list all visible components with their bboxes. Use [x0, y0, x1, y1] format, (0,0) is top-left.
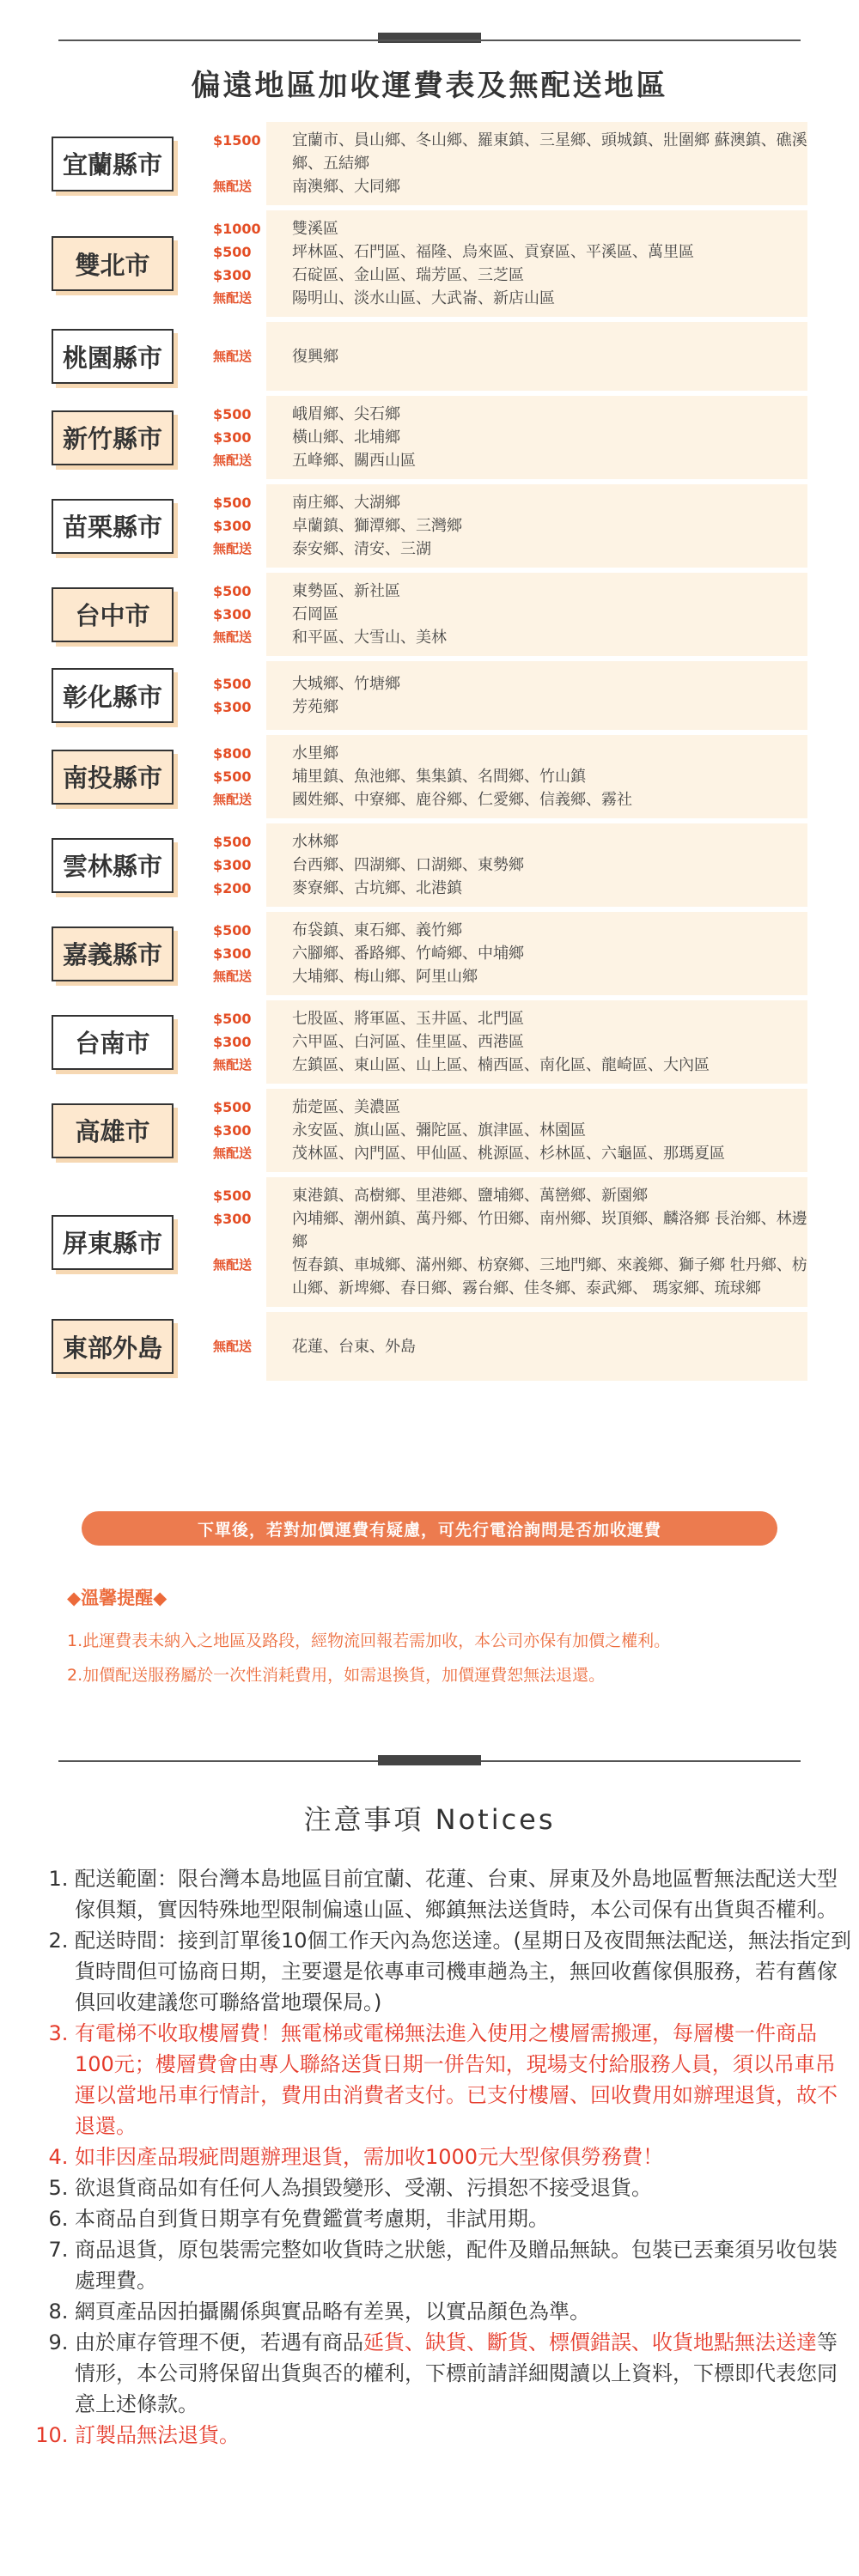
notice-highlight: 延貨、缺貨、斷貨、標價錯誤、收貨地點無法送達	[363, 2330, 817, 2354]
top-divider	[58, 0, 801, 39]
fee-price: $500	[213, 1099, 252, 1115]
notice-item	[75, 2327, 852, 2420]
warm-reminder-item: 2.加價配送服務屬於一次性消耗費用，如需退換貨，加價運費恕無法退還。	[67, 1666, 606, 1685]
region-name: 南投縣市	[52, 750, 174, 805]
fee-areas: 六腳鄉、番路鄉、竹崎鄉、中埔鄉	[292, 945, 524, 963]
region-name: 高雄市	[52, 1103, 174, 1158]
fee-price: 無配送	[213, 629, 253, 645]
notice-item: 5. 欲退貨商品如有任何人為損毀變形、受潮、污損恕不接受退貨。	[75, 2172, 852, 2203]
fee-row	[213, 217, 807, 240]
fee-areas: 石岡區	[292, 605, 338, 623]
fee-price: $300	[213, 945, 252, 962]
fee-price: $500	[213, 769, 252, 785]
page-title: 偏遠地區加收運費表及無配送地區	[191, 69, 668, 103]
notice-text: 由於庫存管理不便，若遇有商品	[75, 2330, 363, 2354]
region-block	[52, 491, 807, 561]
fee-areas: 茂林區、內門區、甲仙區、桃源區、杉林區、六龜區、那瑪夏區	[292, 1145, 725, 1163]
region-block	[52, 129, 807, 198]
fee-row	[213, 742, 807, 765]
region-name: 台中市	[52, 587, 174, 642]
region-block	[52, 919, 807, 988]
fee-areas: 泰安鄉、清安、三湖	[292, 540, 431, 558]
fee-areas: 七股區、將軍區、玉井區、北門區	[292, 1010, 524, 1028]
fee-price: $300	[213, 857, 252, 873]
fee-price: $300	[213, 699, 252, 715]
fee-row	[213, 580, 807, 603]
fee-row	[213, 287, 807, 310]
region-name: 嘉義縣市	[52, 927, 174, 981]
fee-price: 無配送	[213, 541, 253, 556]
region-name: 台南市	[52, 1015, 174, 1070]
fee-row	[213, 1119, 807, 1142]
shipping-fee-table	[52, 129, 807, 1393]
region-block	[52, 1007, 807, 1077]
fee-areas: 五峰鄉、關西山區	[292, 452, 416, 470]
fee-price: $300	[213, 267, 252, 283]
region-rows	[213, 1096, 807, 1165]
notice-text: 等情形，本公司將保留出貨與否的權利，下標前請詳細閱讀以上資料，下標即代表您同意上述條款。	[75, 2330, 838, 2416]
fee-areas: 左鎮區、東山區、山上區、楠西區、南化區、龍崎區、大內區	[292, 1056, 710, 1074]
fee-areas: 芳苑鄉	[292, 698, 338, 716]
order-notice-banner: 下單後，若對加價運費有疑慮，可先行電洽詢問是否加收運費	[82, 1511, 777, 1546]
fee-row	[213, 1335, 807, 1358]
fee-price: $500	[213, 1011, 252, 1027]
fee-row	[213, 1007, 807, 1030]
fee-row	[213, 240, 807, 264]
fee-areas: 大城鄉、竹塘鄉	[292, 675, 400, 693]
fee-price: $300	[213, 1122, 252, 1139]
region-block	[52, 1096, 807, 1165]
region-rows	[213, 672, 807, 719]
fee-row	[213, 830, 807, 854]
fee-price: $500	[213, 583, 252, 599]
fee-price: 無配送	[213, 1257, 253, 1273]
region-name: 宜蘭縣市	[52, 137, 174, 191]
fee-row	[213, 345, 807, 368]
fee-areas: 石碇區、金山區、瑞芳區、三芝區	[292, 266, 524, 284]
fee-row	[213, 1096, 807, 1119]
notice-item: 6. 本商品自到貨日期享有免費鑑賞考慮期，非試用期。	[75, 2203, 852, 2234]
region-block	[52, 830, 807, 900]
fee-areas: 東勢區、新社區	[292, 582, 400, 600]
warm-reminder-item: 1.此運費表未納入之地區及路段，經物流回報若需加收，本公司亦保有加價之權利。	[67, 1631, 671, 1650]
fee-row	[213, 672, 807, 696]
fee-areas: 布袋鎮、東石鄉、義竹鄉	[292, 921, 462, 939]
fee-price: $1500	[213, 132, 261, 149]
fee-row	[213, 175, 807, 198]
region-block	[52, 403, 807, 472]
fee-row	[213, 1030, 807, 1054]
fee-price: 無配送	[213, 1145, 253, 1161]
region-name: 彰化縣市	[52, 668, 174, 723]
region-rows	[213, 129, 807, 198]
fee-row	[213, 1254, 807, 1300]
region-name: 東部外島	[52, 1319, 174, 1374]
fee-row	[213, 626, 807, 649]
region-block	[52, 217, 807, 310]
region-rows	[213, 217, 807, 310]
fee-areas: 恆春鎮、車城鄉、滿州鄉、枋寮鄉、三地門鄉、來義鄉、獅子鄉 牡丹鄉、枋山鄉、新埤鄉、春日鄉、霧台鄉、佳冬鄉、泰武鄉、 瑪家鄉、琉球鄉	[292, 1256, 807, 1297]
fee-price: 無配送	[213, 179, 253, 194]
fee-row	[213, 426, 807, 449]
fee-price: $200	[213, 880, 252, 896]
region-name: 桃園縣市	[52, 329, 174, 384]
fee-row	[213, 449, 807, 472]
fee-row	[213, 942, 807, 965]
fee-price: $300	[213, 518, 252, 534]
fee-areas: 水里鄉	[292, 744, 338, 762]
fee-areas: 花蓮、台東、外島	[292, 1337, 416, 1356]
notice-item: 4. 如非因產品瑕疵問題辦理退貨，需加收1000元大型傢俱勞務費！	[75, 2142, 852, 2172]
fee-price: 無配送	[213, 1338, 253, 1354]
region-block	[52, 668, 807, 723]
fee-price: $500	[213, 1188, 252, 1204]
fee-row	[213, 1207, 807, 1254]
fee-price: 無配送	[213, 969, 253, 984]
fee-areas: 大埔鄉、梅山鄉、阿里山鄉	[292, 968, 478, 986]
region-name: 苗栗縣市	[52, 499, 174, 554]
region-rows	[213, 1184, 807, 1300]
fee-row	[213, 1054, 807, 1077]
fee-areas: 水林鄉	[292, 833, 338, 851]
fee-price: $300	[213, 1034, 252, 1050]
fee-areas: 陽明山、淡水山區、大武崙、新店山區	[292, 289, 555, 307]
region-name: 雲林縣市	[52, 838, 174, 893]
notice-item: 10. 訂製品無法退貨。	[75, 2420, 852, 2451]
fee-price: 無配送	[213, 792, 253, 807]
fee-price: 無配送	[213, 453, 253, 468]
region-block	[52, 580, 807, 649]
fee-row	[213, 788, 807, 811]
region-rows	[213, 1007, 807, 1077]
fee-price: $500	[213, 922, 252, 939]
fee-price: 無配送	[213, 348, 253, 364]
region-rows	[213, 345, 807, 368]
fee-areas: 南庄鄉、大湖鄉	[292, 494, 400, 512]
fee-areas: 和平區、大雪山、美林	[292, 629, 447, 647]
fee-price: 無配送	[213, 290, 253, 306]
fee-price: $300	[213, 429, 252, 446]
notice-item: 1. 配送範圍：限台灣本島地區目前宜蘭、花蓮、台東、屏東及外島地區暫無法配送大型傢俱類，實因特殊地型限制偏遠山區、鄉鎮無法送貨時，本公司保有出貨與否權利。	[75, 1863, 852, 1925]
fee-areas: 橫山鄉、北埔鄉	[292, 428, 400, 447]
top-divider-line	[58, 39, 801, 41]
fee-areas: 雙溪區	[292, 220, 338, 238]
fee-row	[213, 696, 807, 719]
fee-row	[213, 919, 807, 942]
fee-row	[213, 603, 807, 626]
warm-reminder-title: ◆溫馨提醒◆	[67, 1588, 168, 1608]
fee-price: $500	[213, 676, 252, 692]
fee-row	[213, 1184, 807, 1207]
fee-row	[213, 965, 807, 988]
fee-row	[213, 854, 807, 877]
region-rows	[213, 1335, 807, 1358]
fee-areas: 麥寮鄉、古坑鄉、北港鎮	[292, 879, 462, 897]
fee-areas: 六甲區、白河區、佳里區、西港區	[292, 1033, 524, 1051]
top-divider-tab	[378, 33, 481, 43]
fee-areas: 卓蘭鎮、獅潭鄉、三灣鄉	[292, 517, 462, 535]
notices-title: 注意事項 Notices	[303, 1803, 556, 1836]
fee-row	[213, 129, 807, 175]
notice-item: 7. 商品退貨，原包裝需完整如收貨時之狀態，配件及贈品無缺。包裝已丟棄須另收包裝處理費。	[75, 2234, 852, 2296]
region-rows	[213, 580, 807, 649]
fee-row	[213, 264, 807, 287]
fee-price: $500	[213, 495, 252, 511]
fee-row	[213, 538, 807, 561]
notices-list	[39, 1863, 852, 2451]
fee-row	[213, 514, 807, 538]
region-name: 新竹縣市	[52, 410, 174, 465]
region-rows	[213, 403, 807, 472]
fee-price: $800	[213, 745, 252, 762]
fee-areas: 南澳鄉、大同鄉	[292, 178, 400, 196]
region-name: 雙北市	[52, 236, 174, 291]
warm-reminder	[67, 1584, 806, 1692]
region-block	[52, 1184, 807, 1300]
fee-price: $300	[213, 1211, 252, 1227]
fee-areas: 埔里鎮、魚池鄉、集集鎮、名間鄉、竹山鎮	[292, 768, 586, 786]
fee-price: $500	[213, 244, 252, 260]
region-block	[52, 742, 807, 811]
region-name: 屏東縣市	[52, 1215, 174, 1270]
fee-areas: 茄萣區、美濃區	[292, 1098, 400, 1116]
notice-item: 8. 網頁產品因拍攝關係與實品略有差異，以實品顏色為準。	[75, 2296, 852, 2327]
region-block	[52, 329, 807, 384]
fee-price: 無配送	[213, 1057, 253, 1072]
fee-areas: 台西鄉、四湖鄉、口湖鄉、東勢鄉	[292, 856, 524, 874]
fee-areas: 峨眉鄉、尖石鄉	[292, 405, 400, 423]
fee-areas: 永安區、旗山區、彌陀區、旗津區、林園區	[292, 1121, 586, 1139]
fee-areas: 宜蘭市、員山鄉、冬山鄉、羅東鎮、三星鄉、頭城鎮、壯圍鄉 蘇澳鎮、礁溪鄉、五結鄉	[292, 131, 807, 173]
fee-row	[213, 403, 807, 426]
fee-row	[213, 765, 807, 788]
region-rows	[213, 742, 807, 811]
notice-item: 3. 有電梯不收取樓層費！無電梯或電梯無法進入使用之樓層需搬運，每層樓一件商品100元；樓層費會由專人聯絡送貨日期一併告知，現場支付給服務人員，須以吊車吊運以當地吊車行情計，費用由消費者支付。已支付樓層、回收費用如辦理退貨，故不退還。	[75, 2018, 852, 2142]
fee-price: $300	[213, 606, 252, 623]
fee-row	[213, 491, 807, 514]
fee-areas: 坪林區、石門區、福隆、烏來區、貢寮區、平溪區、萬里區	[292, 243, 694, 261]
fee-price: $500	[213, 406, 252, 422]
notice-item: 2. 配送時間：接到訂單後10個工作天內為您送達。(星期日及夜間無法配送，無法指定到貨時間但可協商日期，主要還是依專車司機車趟為主，無回收舊傢俱服務，若有舊傢俱回收建議您可聯絡當地環保局。)	[75, 1925, 852, 2018]
notices-divider-tab	[378, 1755, 481, 1765]
fee-areas: 國姓鄉、中寮鄉、鹿谷鄉、仁愛鄉、信義鄉、霧社	[292, 791, 632, 809]
fee-areas: 復興鄉	[292, 347, 338, 366]
fee-price: $1000	[213, 221, 261, 237]
region-rows	[213, 919, 807, 988]
fee-price: $500	[213, 834, 252, 850]
region-block	[52, 1319, 807, 1374]
region-rows	[213, 491, 807, 561]
region-rows	[213, 830, 807, 900]
fee-areas: 內埔鄉、潮州鎮、萬丹鄉、竹田鄉、南州鄉、崁頂鄉、麟洛鄉 長治鄉、林邊鄉	[292, 1210, 807, 1251]
fee-row	[213, 877, 807, 900]
fee-row	[213, 1142, 807, 1165]
fee-areas: 東港鎮、高樹鄉、里港鄉、鹽埔鄉、萬巒鄉、新園鄉	[292, 1187, 648, 1205]
